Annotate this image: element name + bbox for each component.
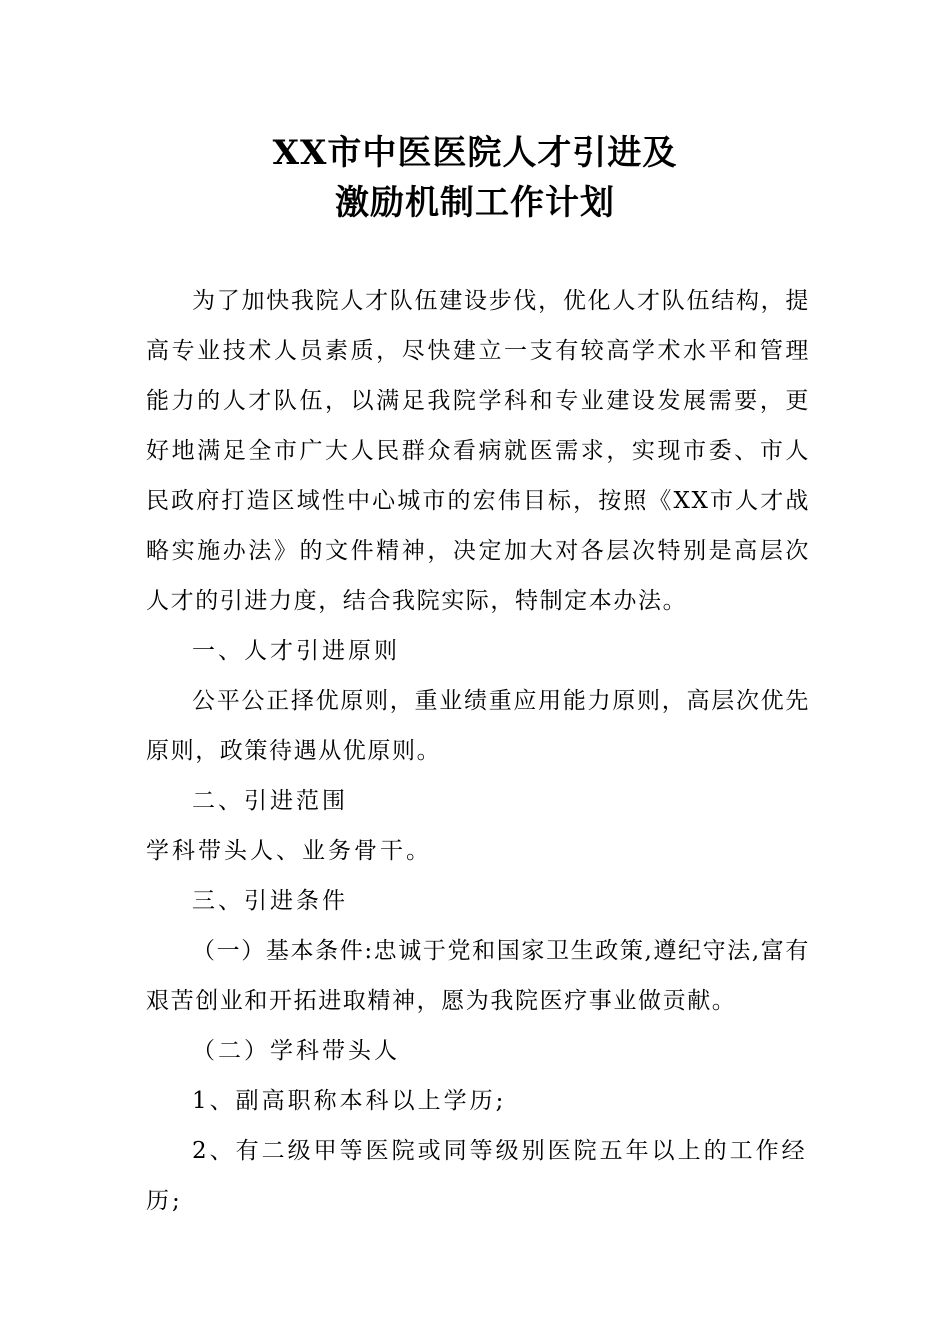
section-heading-scope: 二、引进范围: [192, 788, 348, 814]
title-line-2: 激励机制工作计划: [335, 183, 615, 223]
title-line-1: XX市中医医院人才引进及: [272, 133, 678, 173]
document-body: [146, 276, 810, 1226]
condition-item-1: 1、副高职称本科以上学历;: [192, 1088, 507, 1114]
section-heading-principles: 一、人才引进原则: [192, 638, 400, 664]
basic-conditions-paragraph: （一）基本条件:忠诚于党和国家卫生政策,遵纪守法,富有艰苦创业和开拓进取精神，愿为我院医疗事业做贡献。: [146, 938, 810, 1014]
principles-paragraph: 公平公正择优原则，重业绩重应用能力原则，高层次优先原则，政策待遇从优原则。: [146, 688, 810, 764]
subsection-heading-discipline-leader: （二）学科带头人: [192, 1038, 400, 1064]
section-heading-conditions: 三、引进条件: [192, 888, 348, 914]
document-title: [0, 128, 950, 228]
scope-paragraph: 学科带头人、业务骨干。: [146, 838, 432, 864]
intro-paragraph: 为了加快我院人才队伍建设步伐，优化人才队伍结构，提高专业技术人员素质，尽快建立一支有较高学术水平和管理能力的人才队伍，以满足我院学科和专业建设发展需要，更好地满足全市广大人民群众看病就医需求，实现市委、市人民政府打造区域性中心城市的宏伟目标，按照《XX市人才战略实施办法》的文件精神，决定加大对各层次特别是高层次人才的引进力度，结合我院实际，特制定本办法。: [146, 288, 810, 614]
condition-item-2: 2、有二级甲等医院或同等级别医院五年以上的工作经历;: [146, 1138, 808, 1214]
